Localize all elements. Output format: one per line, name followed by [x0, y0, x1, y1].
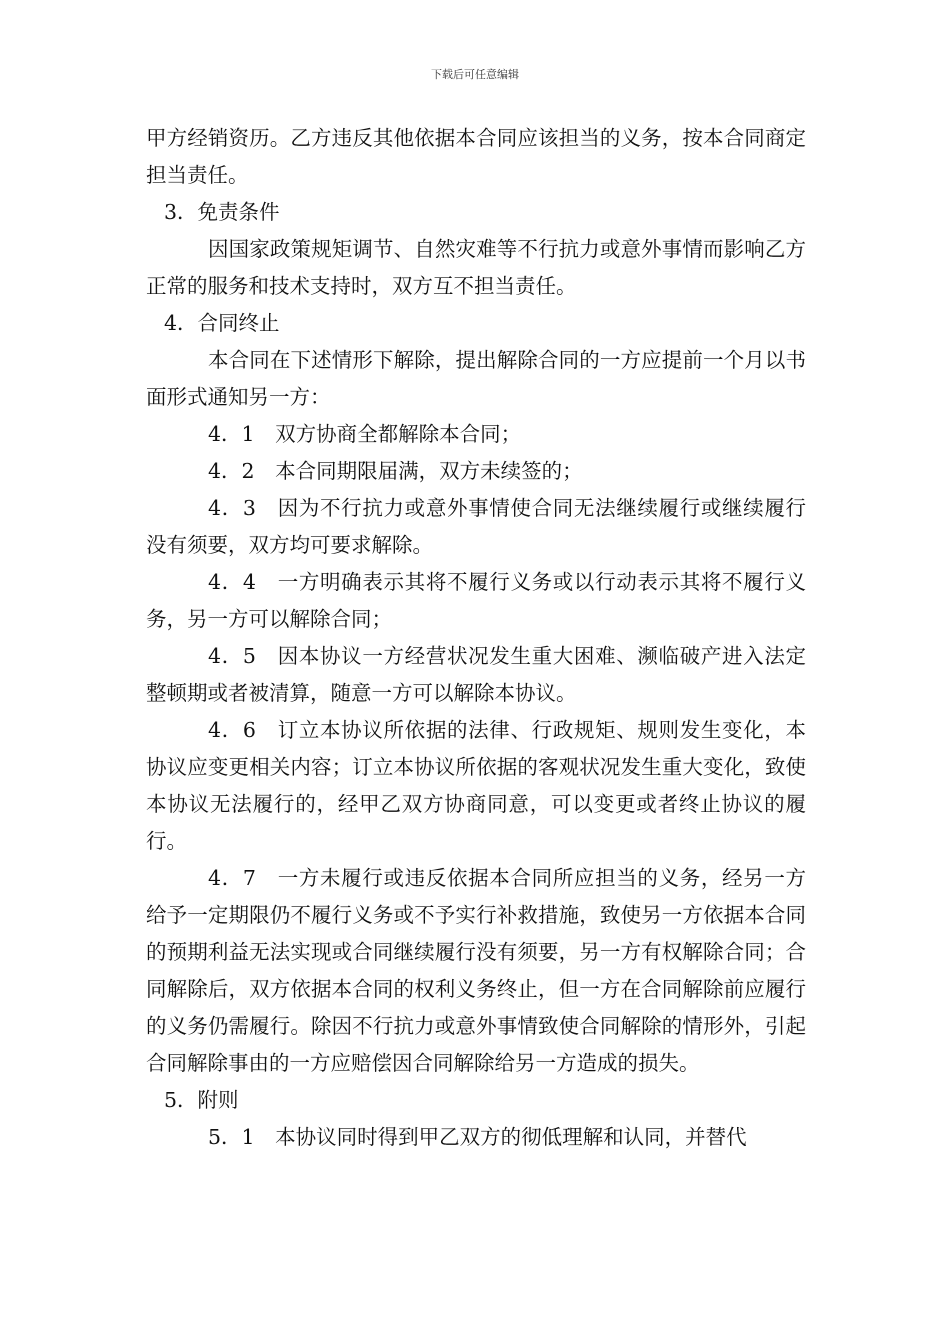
- clause-4-4: 4．4 一方明确表示其将不履行义务或以行动表示其将不履行义务，另一方可以解除合同；: [146, 570, 806, 631]
- clause-4-1: 4．1 双方协商全都解除本合同；: [208, 422, 522, 446]
- section-heading-supplementary: 5．附则: [164, 1088, 239, 1112]
- clause-4-3: 4．3 因为不行抗力或意外事情使合同无法继续履行或继续履行没有须要，双方均可要求解除。: [146, 496, 806, 557]
- clause-4-6: 4．6 订立本协议所依据的法律、行政规矩、规则发生变化，本协议应变更相关内容；订立本协议所依据的客观状况发生重大变化，致使本协议无法履行的，经甲乙双方协商同意，可以变更或者终止协议的履行。: [146, 718, 806, 853]
- clause-5-1: 5．1 本协议同时得到甲乙双方的彻低理解和认同，并替代: [208, 1125, 747, 1149]
- section-heading-exemption: 3．免责条件: [164, 200, 280, 224]
- paragraph-termination-intro: 本合同在下述情形下解除，提出解除合同的一方应提前一个月以书面形式通知另一方：: [146, 348, 806, 409]
- section-heading-termination: 4．合同终止: [164, 311, 280, 335]
- clause-4-7: 4．7 一方未履行或违反依据本合同所应担当的义务，经另一方给予一定期限仍不履行义务或不予实行补救措施，致使另一方依据本合同的预期利益无法实现或合同继续履行没有须要，另一方有权解除合同；合同解除后，双方依据本合同的权利义务终止，但一方在合同解除前应履行的义务仍需履行。除因不行抗力或意外事情致使合同解除的情形外，引起合同解除事由的一方应赔偿因合同解除给另一方造成的损失。: [146, 866, 806, 1075]
- document-body: [146, 120, 806, 1156]
- clause-4-5: 4．5 因本协议一方经营状况发生重大困难、濒临破产进入法定整顿期或者被清算，随意一方可以解除本协议。: [146, 644, 806, 705]
- clause-4-2: 4．2 本合同期限届满，双方未续签的；: [208, 459, 583, 483]
- paragraph-continuation: 甲方经销资历。乙方违反其他依据本合同应该担当的义务，按本合同商定担当责任。: [146, 126, 806, 187]
- paragraph-exemption: 因国家政策规矩调节、自然灾难等不行抗力或意外事情而影响乙方正常的服务和技术支持时，双方互不担当责任。: [146, 237, 806, 298]
- page-header: 下载后可任意编辑: [431, 68, 519, 81]
